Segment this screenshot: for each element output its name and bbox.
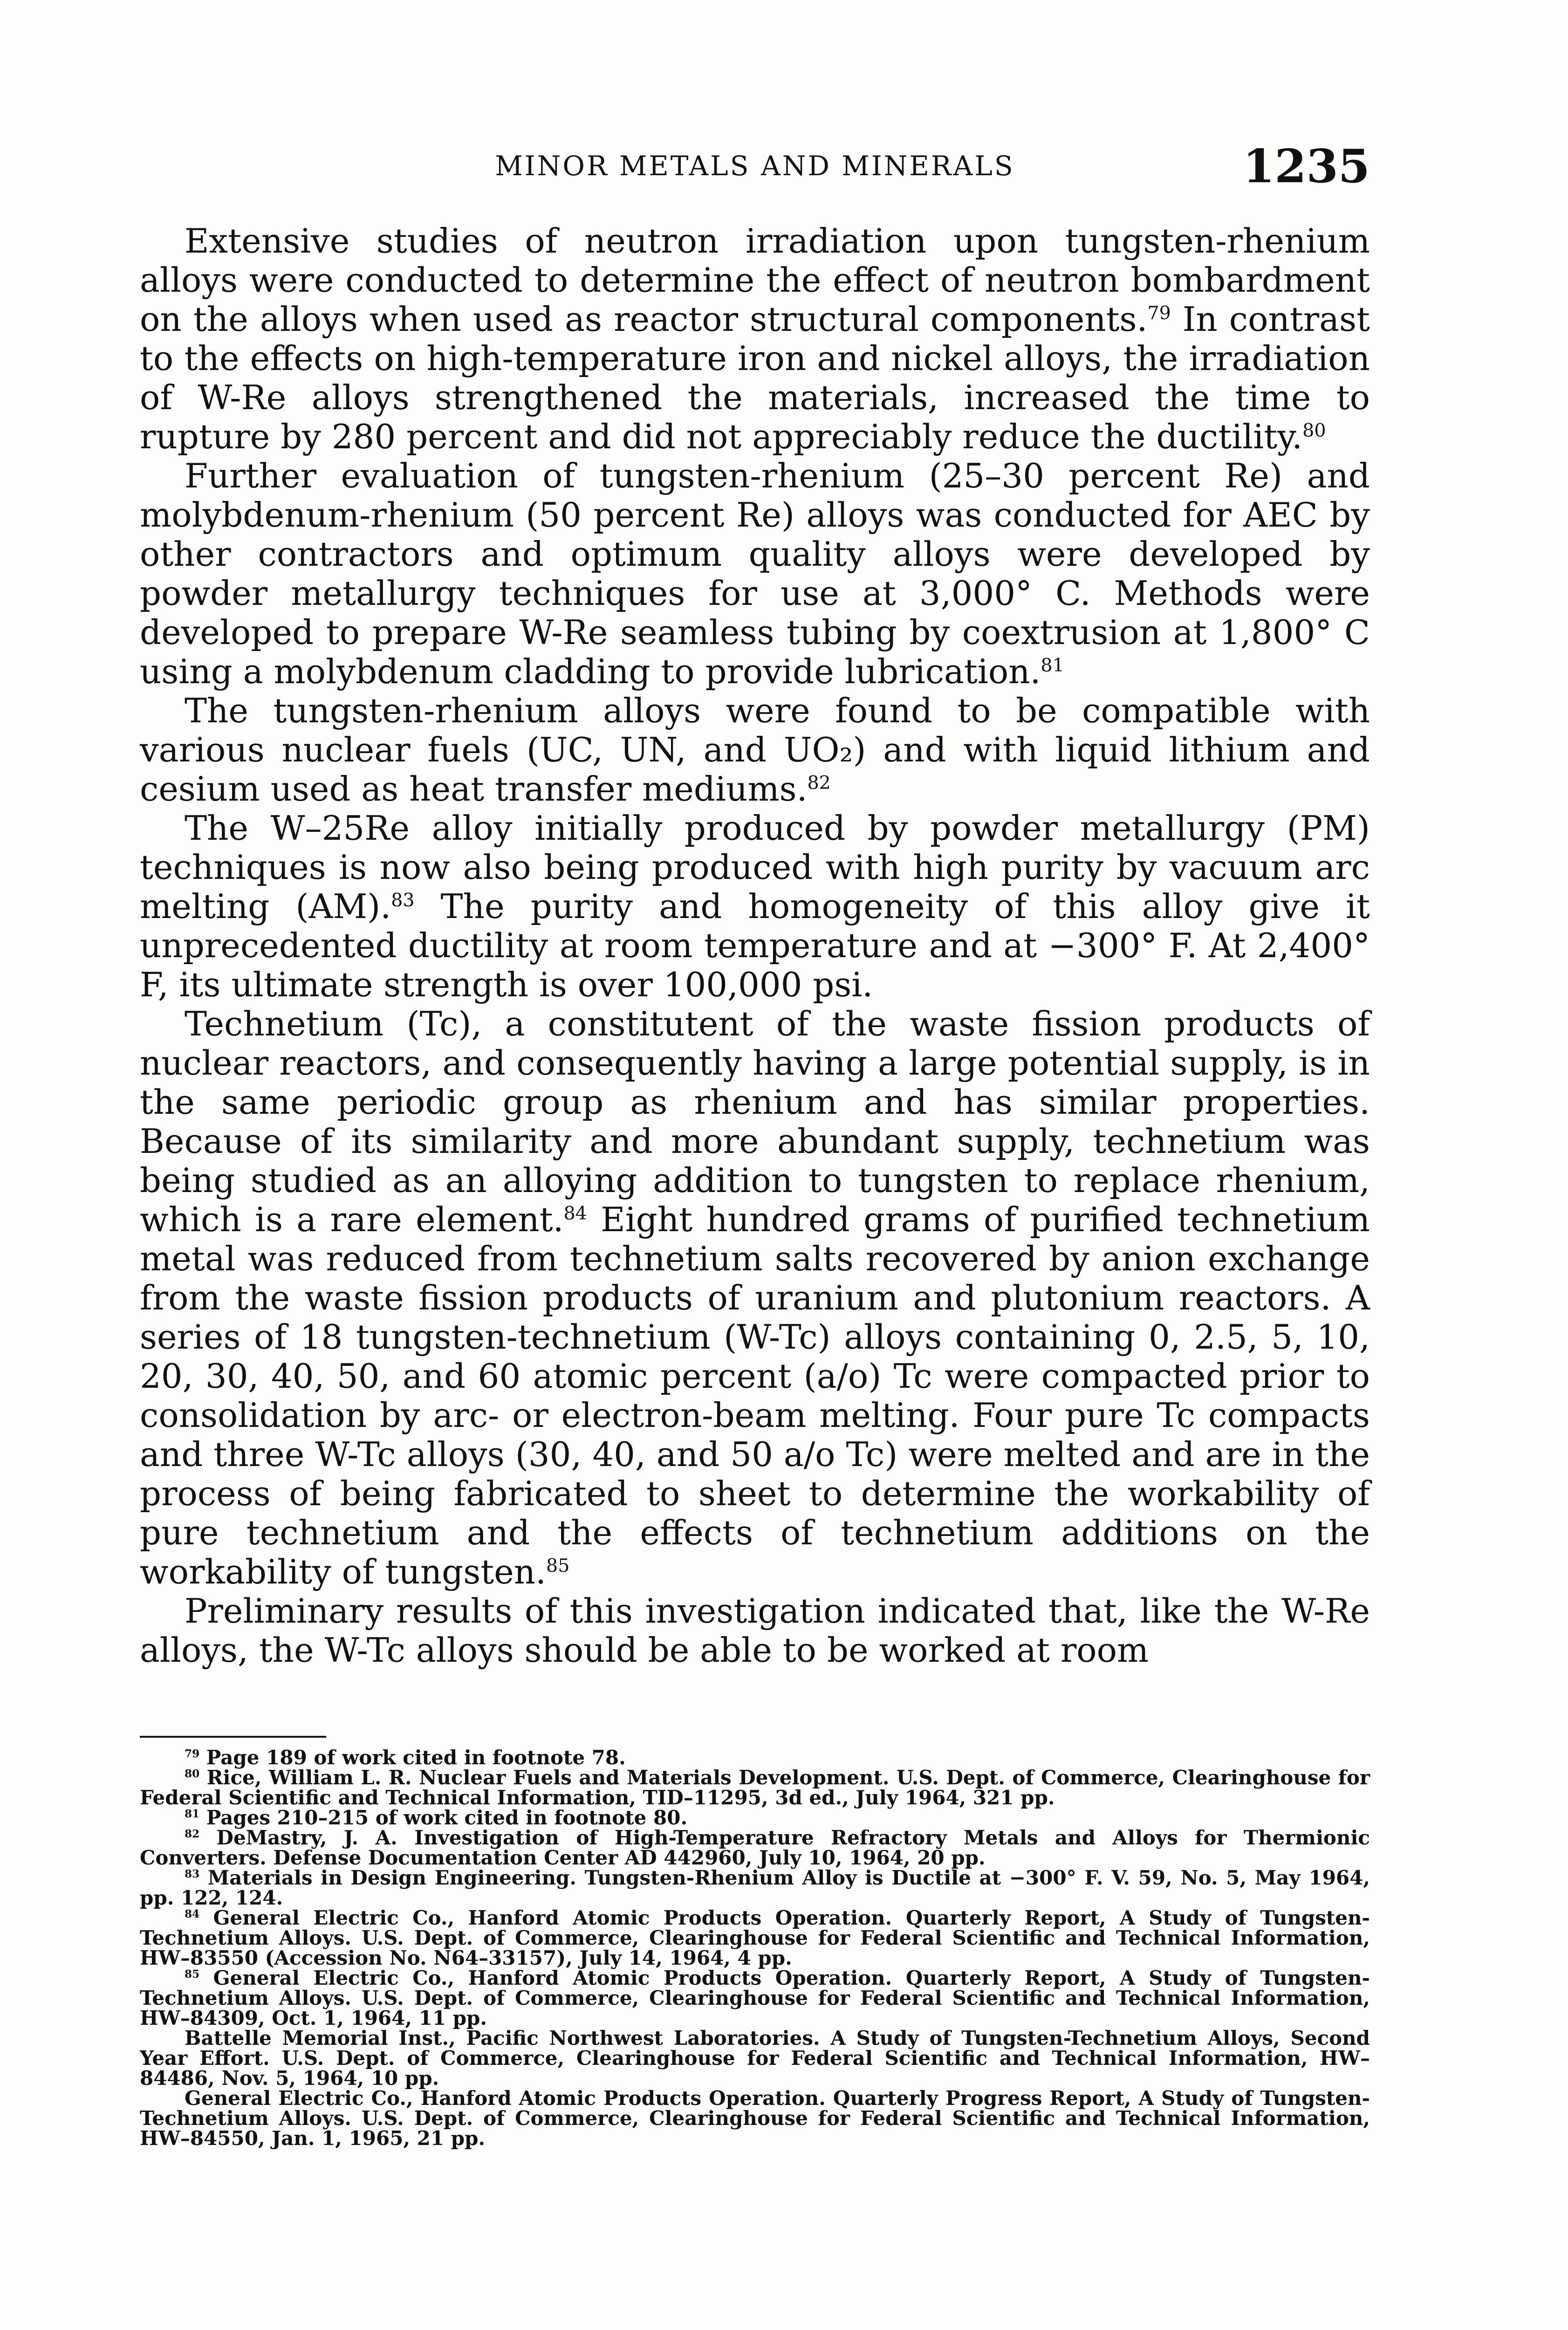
paragraph-text: In contrast to the effects on high-temperature iron and nickel alloys, the irradiation of W-Re alloys strengthened the materials, increased the time to rupture by 280 percent and did not appreciably reduce the ductility. xyxy=(140,300,1370,456)
footnote-ref: 85 xyxy=(546,1555,570,1576)
paragraph-text: Preliminary results of this investigation indicated that, like the W-Re alloys, the W-Tc alloys should be able to be worked at room xyxy=(140,1591,1370,1670)
paragraph-text: The purity and homogeneity of this alloy give it unprecedented ductility at room temperature and at −300° F. At 2,400° F, its ultimate strength is over 100,000 psi. xyxy=(140,887,1370,1004)
footnote-mark: 83 xyxy=(185,1868,200,1880)
footnote xyxy=(140,1808,1370,1828)
footnote-divider xyxy=(140,1736,326,1738)
footnote-continuation xyxy=(140,2088,1370,2148)
footnote-ref: 80 xyxy=(1302,420,1326,441)
footnotes xyxy=(140,1748,1370,2148)
page-header xyxy=(140,140,1370,200)
paragraph xyxy=(140,1591,1370,1670)
footnote-text: Battelle Memorial Inst., Pacific Northwest Laboratories. A Study of Tungsten-Technetium Alloys, Second Year Effort. U.S. Dept. of Commerce, Clearinghouse for Federal Scientific and Technical Information, HW–84486, Nov. 5, 1964, 10 pp. xyxy=(140,2027,1370,2090)
page-number: 1235 xyxy=(1243,140,1370,193)
footnote xyxy=(140,1968,1370,2028)
body-text xyxy=(140,221,1370,1670)
paragraph-text: The tungsten-rhenium alloys were found to be compatible with various nuclear fuels (UC, UN, and UO₂) and with liquid lithium and cesium used as heat transfer mediums. xyxy=(140,691,1370,809)
paragraph-text: Eight hundred grams of purified technetium metal was reduced from technetium salts recovered by anion exchange from the waste fission products of uranium and plutonium reactors. A series of 18 tungsten-technetium (W-Tc) alloys containing 0, 2.5, 5, 10, 20, 30, 40, 50, and 60 atomic percent (a/o) Tc were compacted prior to consolidation by arc- or electron-beam melting. Four pure Tc compacts and three W-Tc alloys (30, 40, and 50 a/o Tc) were melted and are in the process of being fabricated to sheet to determine the workability of pure technetium and the effects of technetium additions on the workability of tungsten. xyxy=(140,1200,1370,1591)
paragraph-text: Extensive studies of neutron irradiation upon tungsten-rhenium alloys were conducted to determine the effect of neutron bombardment on the alloys when used as reactor structural components. xyxy=(140,221,1370,339)
footnote-mark: 82 xyxy=(185,1828,200,1840)
paragraph xyxy=(140,809,1370,1004)
footnote-text: General Electric Co., Hanford Atomic Products Operation. Quarterly Report, A Study of Tungsten-Technetium Alloys. U.S. Dept. of Commerce, Clearinghouse for Federal Scientific and Technical Information, HW–83550 (Accession No. N64–33157), July 14, 1964, 4 pp. xyxy=(140,1906,1370,1969)
footnote xyxy=(140,1748,1370,1768)
footnote-ref: 82 xyxy=(807,772,831,794)
footnote-text: General Electric Co., Hanford Atomic Products Operation. Quarterly Report, A Study of Tungsten-Technetium Alloys. U.S. Dept. of Commerce, Clearinghouse for Federal Scientific and Technical Information, HW–84309, Oct. 1, 1964, 11 pp. xyxy=(140,1967,1370,2029)
footnote-text: General Electric Co., Hanford Atomic Products Operation. Quarterly Progress Report, A Study of Tungsten-Technetium Alloys. U.S. Dept. of Commerce, Clearinghouse for Federal Scientific and Technical Information, HW–84550, Jan. 1, 1965, 21 pp. xyxy=(140,2087,1370,2150)
paragraph xyxy=(140,1004,1370,1591)
footnote-text: Materials in Design Engineering. Tungsten-Rhenium Alloy is Ductile at −300° F. V. 59, No. 5, May 1964, pp. 122, 124. xyxy=(140,1866,1370,1909)
footnote-mark: 79 xyxy=(185,1748,200,1760)
footnote-text: Pages 210–215 of work cited in footnote 80. xyxy=(199,1806,688,1829)
footnote-mark: 85 xyxy=(185,1968,200,1980)
footnote-text: Rice, William L. R. Nuclear Fuels and Materials Development. U.S. Dept. of Commerce, Clearinghouse for Federal Scientific and Technical Information, TID–11295, 3d ed., July 1964, 321 pp. xyxy=(140,1766,1370,1809)
footnote-ref: 83 xyxy=(391,890,415,911)
paragraph xyxy=(140,456,1370,691)
footnote-ref: 84 xyxy=(563,1203,587,1224)
footnote xyxy=(140,1828,1370,1868)
footnote xyxy=(140,1768,1370,1808)
paragraph-text: The W–25Re alloy initially produced by powder metallurgy (PM) techniques is now also being produced with high purity by vacuum arc melting (AM). xyxy=(140,809,1370,926)
footnote-ref: 81 xyxy=(1041,655,1064,676)
footnote xyxy=(140,1908,1370,1968)
paragraph-text: Further evaluation of tungsten-rhenium (25–30 percent Re) and molybdenum-rhenium (50 percent Re) alloys was conducted for AEC by other contractors and optimum quality alloys were developed by powder metallurgy techniques for use at 3,000° C. Methods were developed to prepare W-Re seamless tubing by coextrusion at 1,800° C using a molybdenum cladding to provide lubrication. xyxy=(140,456,1370,691)
footnote xyxy=(140,1868,1370,1908)
running-title: MINOR METALS AND MINERALS xyxy=(495,150,1015,182)
footnote-continuation xyxy=(140,2028,1370,2088)
footnote-ref: 79 xyxy=(1147,302,1171,324)
footnote-mark: 80 xyxy=(185,1768,200,1780)
paragraph-text: Technetium (Tc), a constitutent of the waste fission products of nuclear reactors, and consequently having a large potential supply, is in the same periodic group as rhenium and has similar properties. Because of its similarity and more abundant supply, technetium was being studied as an alloying addition to tungsten to replace rhenium, which is a rare element. xyxy=(140,1004,1370,1239)
paragraph xyxy=(140,221,1370,456)
footnote-text: Page 189 of work cited in footnote 78. xyxy=(199,1746,626,1769)
footnote-text: DeMastry, J. A. Investigation of High-Temperature Refractory Metals and Alloys for Thermionic Converters. Defense Documentation Center AD 442960, July 10, 1964, 20 pp. xyxy=(140,1826,1370,1869)
footnote-mark: 81 xyxy=(185,1808,200,1820)
paragraph xyxy=(140,691,1370,809)
footnote-mark: 84 xyxy=(185,1908,200,1920)
